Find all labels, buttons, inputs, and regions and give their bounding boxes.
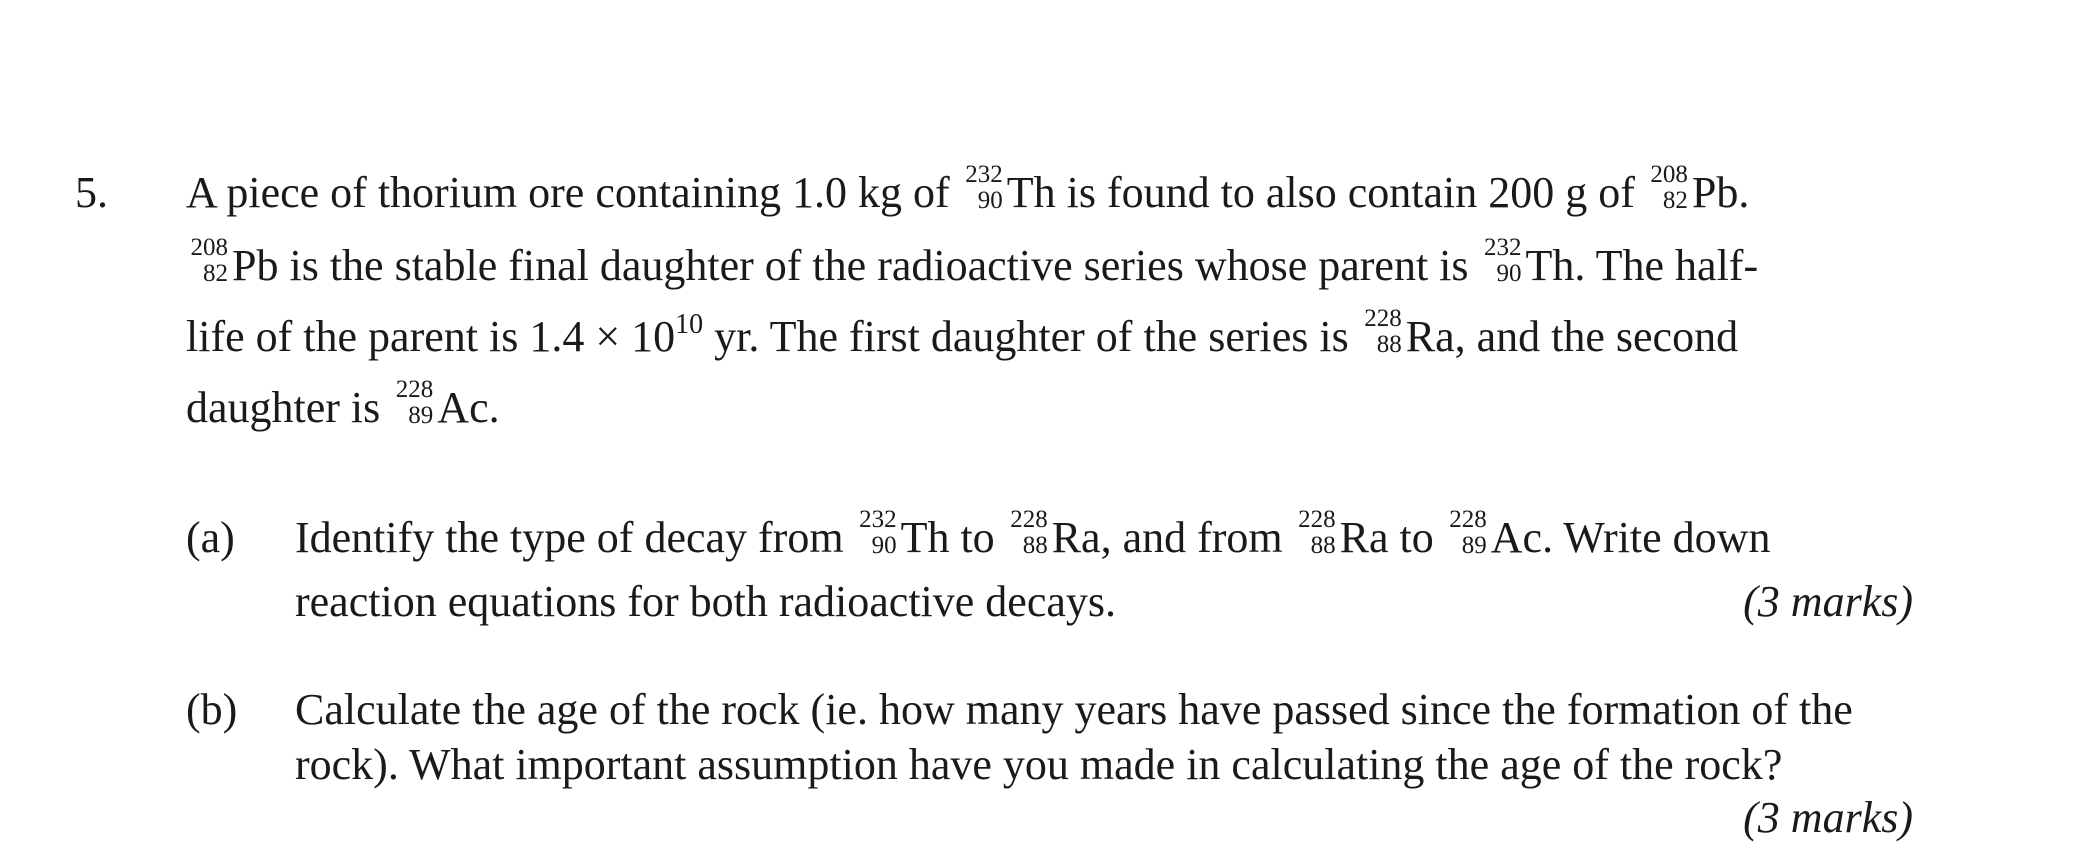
nuclide-th232 bbox=[855, 508, 950, 568]
element-symbol: Ra bbox=[1051, 513, 1101, 562]
part-a-line-2: reaction equations for both radioactive decays. bbox=[295, 577, 1117, 626]
mass-number: 208 bbox=[1650, 161, 1688, 188]
intro-text: daughter is bbox=[186, 383, 381, 432]
element-symbol: Ac bbox=[437, 383, 489, 432]
mass-number: 232 bbox=[965, 161, 1003, 188]
atomic-number: 88 bbox=[1022, 532, 1048, 559]
mass-number: 208 bbox=[190, 234, 228, 261]
part-b-marks: (3 marks) bbox=[1743, 793, 1913, 842]
element-symbol: Th bbox=[900, 513, 950, 562]
atomic-number: 88 bbox=[1310, 532, 1336, 559]
intro-text: is found to also contain 200 g of bbox=[1066, 168, 1635, 217]
part-a-line-1 bbox=[295, 508, 1770, 568]
atomic-number: 90 bbox=[977, 187, 1003, 214]
atomic-number: 82 bbox=[1662, 187, 1688, 214]
intro-line-2 bbox=[186, 236, 1758, 296]
atomic-number: 88 bbox=[1376, 331, 1402, 358]
nuclide-ra228 bbox=[1294, 508, 1389, 568]
element-symbol: Th bbox=[1525, 241, 1575, 290]
part-b-label: (b) bbox=[186, 685, 238, 734]
mass-number: 228 bbox=[1449, 506, 1487, 533]
atomic-number: 90 bbox=[1496, 260, 1522, 287]
element-symbol: Ra bbox=[1339, 513, 1389, 562]
intro-text: life of the parent is 1.4 × 10 bbox=[186, 312, 676, 361]
nuclide-pb208 bbox=[186, 236, 278, 296]
element-symbol: Pb bbox=[232, 241, 279, 290]
part-b-line-2: rock). What important assumption have you made in calculating the age of the rock? bbox=[295, 740, 1783, 789]
mass-number: 232 bbox=[859, 506, 897, 533]
nuclide-pb208 bbox=[1646, 163, 1738, 223]
intro-text: is the stable final daughter of the radioactive series whose parent is bbox=[278, 241, 1469, 290]
nuclide-ra228 bbox=[1006, 508, 1101, 568]
atomic-number: 82 bbox=[203, 260, 228, 287]
intro-text: . The half- bbox=[1574, 241, 1759, 290]
atomic-number: 90 bbox=[871, 532, 897, 559]
mass-number: 228 bbox=[395, 376, 434, 403]
nuclide-ra228 bbox=[1360, 307, 1455, 367]
element-symbol: Ra bbox=[1405, 312, 1455, 361]
atomic-number: 89 bbox=[408, 402, 434, 429]
nuclide-ac228 bbox=[1445, 508, 1542, 568]
part-a-label: (a) bbox=[186, 513, 235, 562]
intro-line-3 bbox=[186, 307, 1738, 373]
intro-text: yr. The first daughter of the series is bbox=[703, 312, 1349, 361]
nuclide-ac228 bbox=[391, 378, 488, 438]
intro-text: A piece of thorium ore containing 1.0 kg of bbox=[186, 168, 950, 217]
part-a-text: to bbox=[949, 513, 995, 562]
nuclide-th232 bbox=[1480, 236, 1575, 296]
intro-line-4 bbox=[186, 378, 500, 438]
part-a-text: . Write down bbox=[1542, 513, 1771, 562]
intro-line-1 bbox=[186, 163, 1749, 223]
element-symbol: Pb bbox=[1691, 168, 1739, 217]
mass-number: 228 bbox=[1010, 506, 1048, 533]
intro-text: , and the second bbox=[1454, 312, 1739, 361]
punctuation: . bbox=[488, 383, 500, 432]
part-b-line-1: Calculate the age of the rock (ie. how many years have passed since the formation of the bbox=[295, 685, 1853, 734]
mass-number: 228 bbox=[1364, 305, 1402, 332]
punctuation: . bbox=[1738, 168, 1750, 217]
part-a-text: , and from bbox=[1100, 513, 1283, 562]
mass-number: 232 bbox=[1484, 234, 1522, 261]
question-number: 5. bbox=[75, 168, 108, 217]
atomic-number: 89 bbox=[1461, 532, 1487, 559]
exponent: 10 bbox=[675, 309, 704, 340]
mass-number: 228 bbox=[1298, 506, 1336, 533]
part-a-text: Identify the type of decay from bbox=[295, 513, 844, 562]
element-symbol: Ac bbox=[1490, 513, 1543, 562]
part-a-text: to bbox=[1388, 513, 1434, 562]
element-symbol: Th bbox=[1006, 168, 1056, 217]
nuclide-th232 bbox=[961, 163, 1056, 223]
part-a-marks: (3 marks) bbox=[1743, 577, 1913, 626]
